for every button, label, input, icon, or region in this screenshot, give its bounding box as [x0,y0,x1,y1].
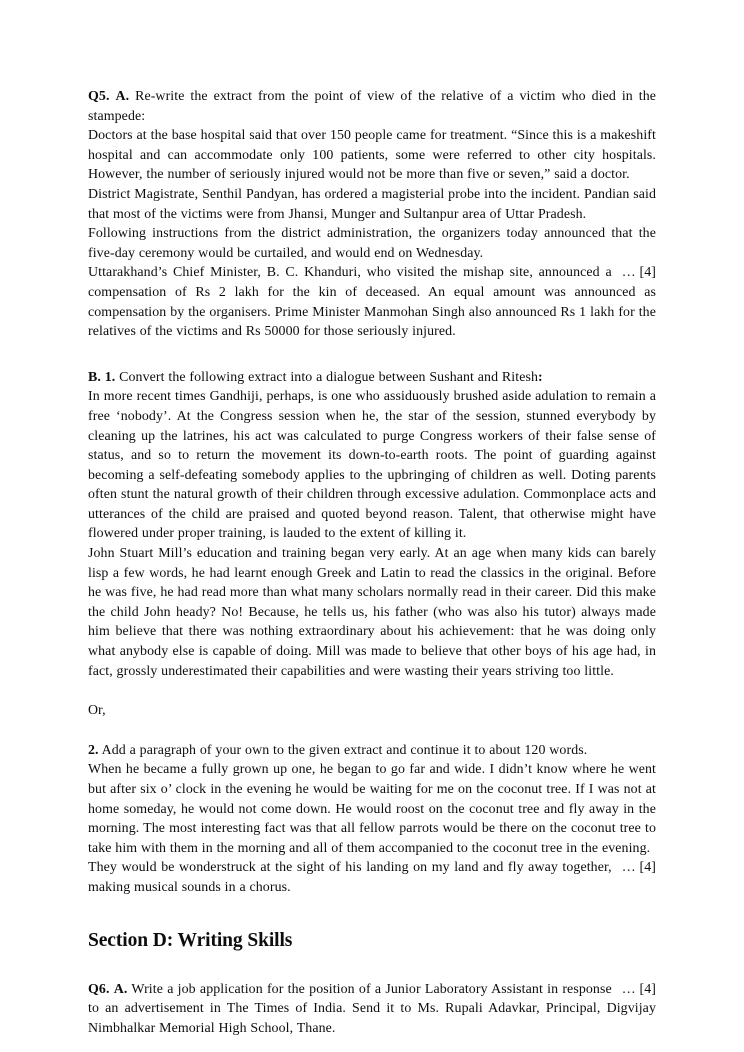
q5-extract-paragraph-1: Doctors at the base hospital said that over 150 people came for treatment. “Since this is a makeshift hospital and can accommodate only 100 patients, some were referred to other city hospitals. However, the number of seriously injured would not be more than five or seven,” said a doctor. [88,128,656,183]
spacer-after-section-d-heading [88,954,656,980]
b2-label: 2. [88,742,99,758]
b2-instruction-text: Add a paragraph of your own to the given extract and continue it to about 120 words. [98,742,588,758]
b1-instruction-colon: : [538,369,543,385]
section-d-heading: Section D: Writing Skills [88,929,293,951]
b1-instruction-text: Convert the following extract into a dialogue between Sushant and Ritesh [115,369,539,385]
spacer-before-section-d [88,898,656,928]
spacer-before-or [88,681,656,701]
q6-paragraph [88,980,656,1039]
or-divider-text: Or, [88,703,106,719]
b1-label-1: 1. [104,369,116,385]
b1-label-b: B. [88,369,101,385]
b2-extract-paragraph-2-text: They would be wonderstruck at the sight of his landing on my land and fly away together, making musical sounds in a chorus. [88,860,612,895]
q5-extract-paragraph-4 [88,263,656,341]
spacer-after-or [88,721,656,741]
question-q6-block [88,980,656,1039]
b1-extract-paragraph-2: John Stuart Mill’s education and training began very early. At an age when many kids can barely lisp a few words, he had learnt enough Greek and Latin to read the classics in the original. Before he was five, he had read more than what many scholars normally read in their career. Did this make the child John heady? No! Because, he tells us, his father (who was also his tutor) always made him believe that there was nothing extraordinary about his achievement: that he was doing only what anybody else is capable of doing. Mill was made to believe that other boys of his age had, in fact, grossly underestimated their capabilities and were wasting their years striving too little. [88,546,656,679]
b1-extract-paragraph-1: In more recent times Gandhiji, perhaps, is one who assiduously brushed aside adulation to remain a free ‘nobody’. At the Congress session when he, the star of the session, stunned everybody by cleaning up the latrines, his act was calculated to purge Congress workers of their false sense of status, and so to return the movement its down-to-earth roots. The point of guarding against becoming a self-defeating somebody applies to the upbringing of children as well. Doting parents often stunt the natural growth of their children through excessive adulation. Commonplace acts and utterances of the child are praised and quoted beyond reason. Talent, that otherwise might have flowered under proper training, is lauded to the extent of killing it. [88,389,656,542]
q5-extract-paragraph-4-text: Uttarakhand’s Chief Minister, B. C. Khanduri, who visited the mishap site, announced a compensation of Rs 2 lakh for the kin of deceased. An equal amount was announced as compensation by the organisers. Prime Minister Manmohan Singh also announced Rs 1 lakh for the relatives of the victims and Rs 50000 for those seriously injured. [88,265,656,340]
question-q5-block [88,87,656,342]
q5-extract-paragraph-2: District Magistrate, Senthil Pandyan, has ordered a magisterial probe into the incident. Pandian said that most of the victims were from Jhansi, Munger and Sultanpur area of Uttar Pradesh. [88,186,656,222]
q5-instruction-paragraph [88,87,656,126]
b2-extract-paragraph-2 [88,858,656,897]
question-b2-block [88,741,656,898]
question-b1-block [88,368,656,682]
q5-label: Q5. [88,89,110,104]
q6-marks-badge: … [4] [621,981,656,997]
q5-part-a-label: A. [115,89,130,104]
q5-marks-badge: … [4] [621,265,656,281]
page-content-column [88,87,656,1038]
b2-extract-paragraph-1: When he became a fully grown up one, he began to go far and wide. I didn’t know where he went but after six o’ clock in the evening he would be waiting for me on the coconut tree. If I was not at home someday, he would not come down. He would roost on the coconut tree and fly away in the morning. The most interesting fact was that all fellow parrots would be there on the coconut tree to take him with them in the morning and all of them accompanied to the coconut tree in the evening. [88,762,656,856]
b2-instruction-paragraph [88,741,656,761]
b1-instruction-paragraph [88,368,656,388]
q5-extract-paragraph-3: Following instructions from the district administration, the organizers today announced that the five-day ceremony would be curtailed, and would end on Wednesday. [88,226,656,261]
q5-instruction-text: Re-write the extract from the point of view of the relative of a victim who died in the stampede: [88,89,656,124]
q6-part-a-label: A. [113,981,128,997]
b2-marks-badge: … [4] [621,860,656,876]
q6-text: Write a job application for the position of a Junior Laboratory Assistant in response to an advertisement in The Times of India. Send it to Ms. Rupali Adavkar, Principal, Digvijay Nimbhalkar Memorial High School, Thane. [88,981,656,1036]
spacer-after-q5 [88,342,656,368]
q6-label: Q6. [88,981,110,997]
